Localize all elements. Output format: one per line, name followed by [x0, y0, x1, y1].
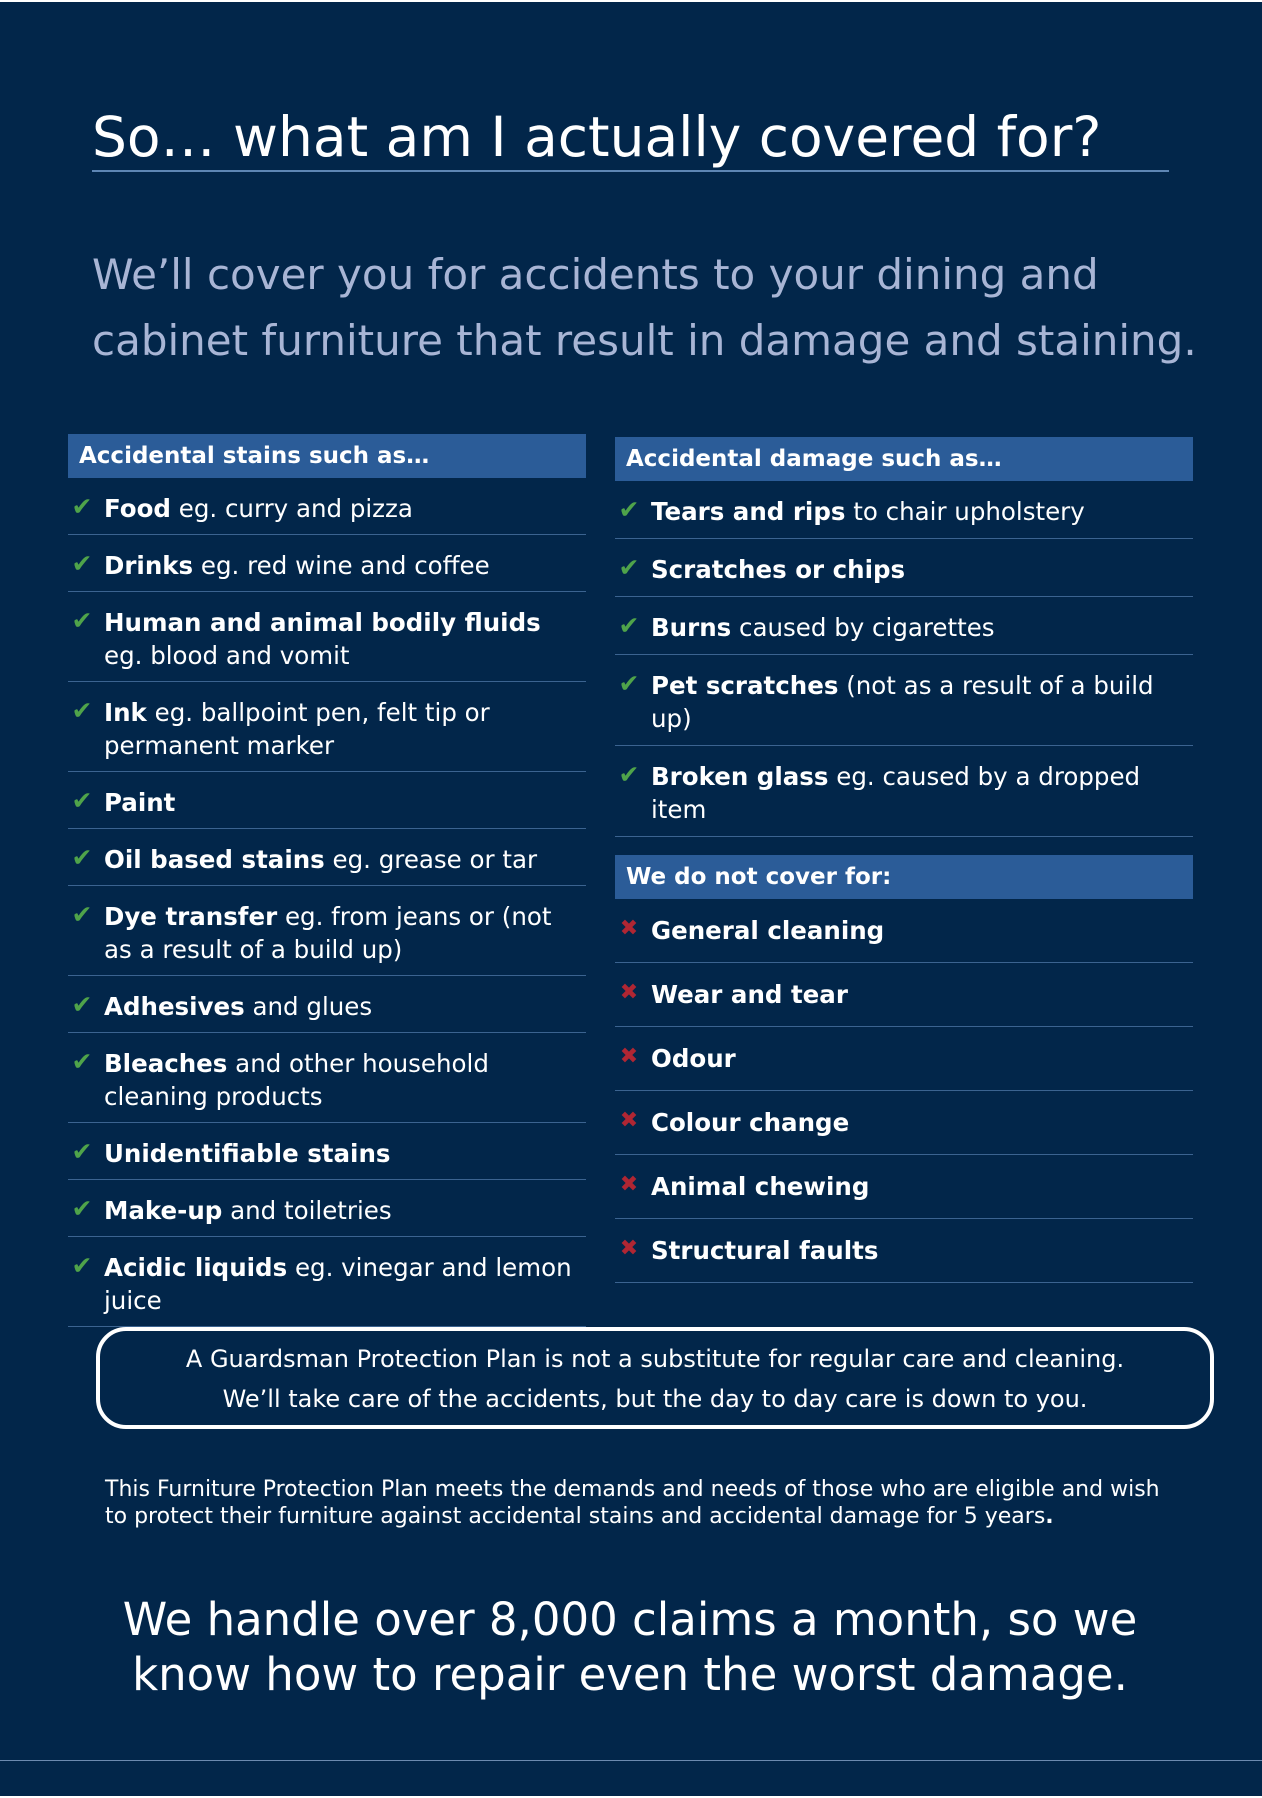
damage-list: [615, 481, 1193, 837]
claims-slogan: [60, 1592, 1200, 1702]
item-detail: (not as a result of a build up): [651, 671, 1154, 733]
item-detail: and glues: [244, 992, 373, 1021]
check-icon: ✔: [618, 553, 640, 582]
not-covered-heading: We do not cover for:: [615, 855, 1193, 899]
fine-print-period: .: [1045, 1504, 1054, 1529]
check-icon: ✔: [71, 1137, 93, 1166]
item-title: Wear and tear: [651, 980, 848, 1009]
list-item: [615, 1091, 1193, 1155]
cross-icon: ✖: [619, 1172, 639, 1197]
check-icon: ✔: [71, 1047, 93, 1076]
check-icon: ✔: [71, 786, 93, 815]
list-item: [68, 682, 586, 772]
check-icon: ✔: [71, 492, 93, 521]
check-icon: ✔: [71, 606, 93, 635]
list-item: [615, 655, 1193, 746]
item-detail: eg. red wine and coffee: [193, 551, 490, 580]
damage-heading: Accidental damage such as…: [615, 437, 1193, 481]
care-notice-line-2: We’ll take care of the accidents, but the day to day care is down to you.: [222, 1385, 1088, 1413]
list-item: [68, 535, 586, 592]
list-item: [615, 746, 1193, 837]
item-title: Adhesives: [104, 992, 245, 1021]
page-title: So… what am I actually covered for?: [92, 105, 1102, 169]
list-item: [615, 1027, 1193, 1091]
list-item: [615, 1155, 1193, 1219]
list-item: [615, 899, 1193, 963]
check-icon: ✔: [618, 760, 640, 789]
cross-icon: ✖: [619, 1044, 639, 1069]
item-detail: and other household cleaning products: [104, 1049, 489, 1111]
list-item: [615, 481, 1193, 539]
bottom-divider: [0, 1760, 1262, 1761]
coverage-intro: We’ll cover you for accidents to your dining and cabinet furniture that result in damage and staining.: [92, 250, 1197, 365]
fine-print: [105, 1476, 1185, 1530]
item-title: Food: [104, 494, 171, 523]
item-detail: eg. curry and pizza: [170, 494, 413, 523]
care-notice-box: [96, 1327, 1214, 1429]
item-title: Oil based stains: [104, 845, 325, 874]
item-detail: to chair upholstery: [845, 497, 1085, 526]
item-title: Unidentifiable stains: [104, 1139, 391, 1168]
item-detail: eg. blood and vomit: [104, 641, 350, 670]
fine-print-text: This Furniture Protection Plan meets the demands and needs of those who are eligible and wish to protect their furniture against accidental stains and accidental damage for 5 years: [105, 1477, 1160, 1529]
item-title: Structural faults: [651, 1236, 879, 1265]
check-icon: ✔: [71, 843, 93, 872]
item-title: Dye transfer: [104, 902, 278, 931]
check-icon: ✔: [71, 990, 93, 1019]
slogan-line-2: know how to repair even the worst damage.: [132, 1648, 1128, 1701]
stains-column: [68, 434, 586, 1327]
item-title: Animal chewing: [651, 1172, 870, 1201]
cross-icon: ✖: [619, 1108, 639, 1133]
item-title: Drinks: [104, 551, 194, 580]
damage-column: [615, 437, 1193, 837]
check-icon: ✔: [71, 900, 93, 929]
item-title: Broken glass: [651, 762, 829, 791]
list-item: [68, 1123, 586, 1180]
item-title: Scratches or chips: [651, 555, 906, 584]
item-detail: eg. caused by a dropped item: [651, 762, 1141, 824]
list-item: [68, 1237, 586, 1327]
item-detail: and toiletries: [222, 1196, 392, 1225]
item-title: Make-up: [104, 1196, 223, 1225]
cross-icon: ✖: [619, 1236, 639, 1261]
list-item: [615, 1219, 1193, 1283]
item-detail: eg. from jeans or (not as a result of a build up): [104, 902, 552, 964]
list-item: [68, 592, 586, 682]
care-notice-line-1: A Guardsman Protection Plan is not a substitute for regular care and cleaning.: [185, 1345, 1125, 1373]
item-title: Tears and rips: [651, 497, 846, 526]
item-title: Human and animal bodily fluids: [104, 608, 541, 637]
list-item: [68, 829, 586, 886]
item-title: Ink: [104, 698, 147, 727]
stains-list: [68, 478, 586, 1327]
item-detail: eg. vinegar and lemon juice: [104, 1253, 572, 1315]
list-item: [68, 478, 586, 535]
item-title: Burns: [651, 613, 732, 642]
check-icon: ✔: [71, 1251, 93, 1280]
item-title: General cleaning: [651, 916, 885, 945]
item-title: Pet scratches: [651, 671, 839, 700]
item-title: Bleaches: [104, 1049, 228, 1078]
not-covered-list: [615, 899, 1193, 1283]
item-title: Colour change: [651, 1108, 850, 1137]
item-detail: eg. grease or tar: [324, 845, 538, 874]
check-icon: ✔: [618, 669, 640, 698]
slogan-line-1: We handle over 8,000 claims a month, so we: [122, 1593, 1138, 1646]
stains-heading: Accidental stains such as…: [68, 434, 586, 478]
item-title: Odour: [651, 1044, 736, 1073]
list-item: [68, 886, 586, 976]
not-covered-column: [615, 855, 1193, 1283]
item-detail: eg. ballpoint pen, felt tip or permanent marker: [104, 698, 490, 760]
item-title: Paint: [104, 788, 176, 817]
list-item: [68, 1033, 586, 1123]
list-item: [615, 597, 1193, 655]
item-detail: caused by cigarettes: [731, 613, 995, 642]
list-item: [615, 539, 1193, 597]
check-icon: ✔: [618, 611, 640, 640]
title-underline: [92, 170, 1169, 172]
list-item: [68, 976, 586, 1033]
list-item: [615, 963, 1193, 1027]
cross-icon: ✖: [619, 980, 639, 1005]
check-icon: ✔: [618, 495, 640, 524]
item-title: Acidic liquids: [104, 1253, 288, 1282]
list-item: [68, 1180, 586, 1237]
list-item: [68, 772, 586, 829]
check-icon: ✔: [71, 549, 93, 578]
check-icon: ✔: [71, 696, 93, 725]
cross-icon: ✖: [619, 916, 639, 941]
check-icon: ✔: [71, 1194, 93, 1223]
